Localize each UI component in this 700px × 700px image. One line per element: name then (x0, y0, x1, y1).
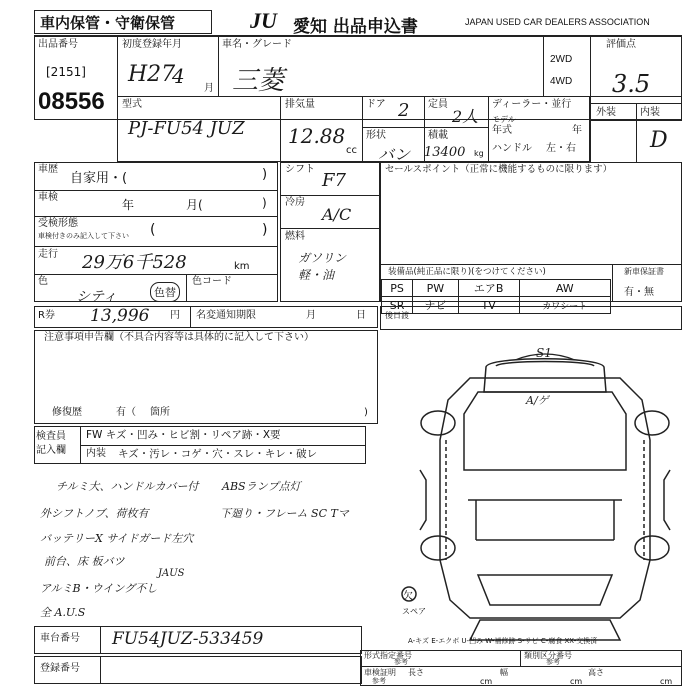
class-no-sub: 参考 (546, 658, 560, 666)
color-code-label: 色コード (192, 276, 232, 287)
sales-point-label: セールスポイント（正常に機能するものに限ります） (385, 164, 613, 175)
color-label: 色 (38, 276, 48, 287)
drive-4wd: 4WD (550, 76, 573, 87)
history-close: ) (262, 167, 268, 182)
first-reg-label: 初度登録年月 (122, 39, 182, 50)
note-line-5: バッテリーX サイドガード左穴 (40, 532, 194, 545)
shaken-label: 車検 (38, 192, 58, 203)
notes-label: 注意事項申告欄（不具合内容等は具体的に記入して下さい） (44, 332, 314, 343)
spare-mark: 欠 (403, 591, 413, 602)
first-reg-year: H27 (128, 62, 176, 87)
capacity-value: 2人 (452, 107, 479, 126)
ac-value: A/C (322, 205, 352, 224)
shape-value: バン (378, 145, 411, 164)
lot-small-number: [2151] (46, 65, 86, 79)
fuel-value: ガソリン 軽・油 (298, 251, 347, 282)
mileage-unit: km (234, 261, 250, 272)
note-line-8: JAUS (158, 568, 185, 579)
color-change: 色替 (150, 282, 180, 302)
damage-legend: A-キズ E-エクボ U-凹み W-補修跡 S-サビ C-腐食 XX-交換済 (408, 637, 598, 645)
note-line-3: 外シフトノブ、荷枚有 (40, 507, 149, 520)
score-label: 評価点 (606, 39, 636, 50)
model-value: PJ-FU54 JUZ (128, 118, 245, 139)
capacity-label: 定員 (428, 99, 448, 110)
car-name-label: 車名・グレード (222, 39, 292, 50)
note-line-9: 全 A.U.S (40, 606, 86, 619)
shaken-month: 月( (186, 198, 203, 212)
shift-label: シフト (285, 164, 315, 175)
note-line-6: 前台、床 板バツ (44, 555, 125, 568)
equip-ps: PS (382, 280, 413, 297)
association-name: JAPAN USED CAR DEALERS ASSOCIATION (465, 17, 650, 27)
model-label: 型式 (122, 99, 142, 110)
inspection-paren: ( (150, 222, 156, 238)
name-change-label: 名変通知期限 (196, 310, 256, 321)
load-unit: kg (474, 149, 484, 158)
equip-tv: TV (458, 297, 519, 314)
load-value: 13400 (424, 145, 466, 160)
diagram-s1-mark: S1 (536, 346, 552, 360)
equip-sr: SR (382, 297, 413, 314)
handle-label: ハンドル (492, 143, 532, 154)
note-line-4: 下廻り・フレーム SC Tマ (220, 507, 349, 520)
repair-close: ) (364, 407, 368, 418)
inspection-close: ) (262, 222, 268, 238)
interior-score: D (650, 128, 668, 153)
load-label: 積載 (428, 130, 448, 141)
r-ticket-label: R券 (38, 310, 55, 321)
inspector-fw-row: FW キズ・凹み・ヒビ割・リペア跡・X要 (86, 429, 281, 441)
mileage-value: 29万6千528 (82, 252, 187, 273)
inspector-entry-label: 記入欄 (36, 445, 66, 456)
lot-label: 出品番号 (38, 39, 78, 50)
warranty-options: 有・無 (624, 287, 654, 298)
inspector-label: 検査員 (36, 431, 66, 442)
lot-number: 08556 (38, 88, 105, 115)
first-reg-month: 4 (172, 64, 185, 88)
spare-label: スペア (402, 607, 426, 616)
shift-value: F7 (322, 170, 346, 191)
equip-aw: AW (519, 280, 610, 297)
brand-logo: JU (250, 8, 277, 33)
year-label: 年式 (492, 125, 512, 136)
note-line-2: ABSランプ点灯 (222, 480, 301, 493)
first-reg-month-unit: 月 (204, 83, 214, 94)
repair-value: 有（ (116, 407, 136, 418)
r-ticket-value: 13,996 (90, 306, 150, 326)
model-year-label: モデル (492, 115, 516, 124)
dim-length-label: 長さ (408, 668, 424, 677)
handle-options: 左・右 (546, 143, 576, 154)
door-label: ドア (366, 99, 386, 110)
form-title: 愛知 出品申込書 (293, 17, 418, 37)
inspection-note: 車検付きのみ記入して下さい (38, 232, 129, 240)
drive-2wd: 2WD (550, 54, 573, 65)
form-spec-sub: 参考 (394, 658, 408, 666)
form-spec-label: 形式指定番号 (364, 651, 412, 660)
equip-pw: PW (413, 280, 459, 297)
engine-unit: cc (346, 145, 357, 156)
mileage-label: 走行 (38, 249, 58, 260)
color-value: シティ (76, 289, 117, 305)
class-no-label: 類別区分番号 (524, 651, 572, 660)
warranty-label: 新車保証書 (624, 267, 664, 276)
shaken-close: ) (262, 196, 267, 210)
history-label: 車歴 (38, 164, 58, 175)
inspection-label: 受検形態 (38, 218, 78, 229)
equip-airbag: エアB (458, 280, 519, 297)
cert-sub: 参考 (372, 677, 386, 685)
inspector-int-row: キズ・汚レ・コゲ・穴・スレ・キレ・破レ (118, 448, 318, 460)
engine-label: 排気量 (285, 99, 315, 110)
repair-word: 箇所 (150, 407, 170, 418)
cert-label: 車検証明 (364, 668, 396, 677)
shape-label: 形状 (366, 130, 386, 141)
note-line-1: チルミ大、ハンドルカバー付 (56, 480, 199, 493)
year-unit: 年 (572, 125, 582, 136)
door-value: 2 (398, 100, 410, 121)
r-ticket-unit: 円 (170, 310, 180, 321)
name-change-month: 月 (306, 310, 316, 321)
shaken-year: 年 (122, 198, 135, 212)
history-value: 自家用・( (70, 171, 128, 186)
repair-label: 修復歴 (52, 407, 82, 418)
diagram-roof-note: A/ゲ (526, 394, 549, 407)
note-line-7: アルミB・ウイング不し (40, 582, 158, 595)
ac-label: 冷房 (285, 197, 305, 208)
dim-height-unit: cm (660, 677, 673, 686)
dim-height-label: 高さ (588, 668, 604, 677)
score-value: 3.5 (612, 70, 651, 98)
chassis-label: 車台番号 (40, 633, 80, 644)
registration-label: 登録番号 (40, 663, 80, 674)
chassis-value: FU54JUZ-533459 (112, 629, 264, 649)
storage-label: 車内保管・守衛保管 (40, 14, 176, 32)
dim-length-unit: cm (480, 677, 493, 686)
dim-width-unit: cm (570, 677, 583, 686)
inspector-int-label: 内装 (86, 448, 106, 459)
post-install-label: 後日渡 (385, 311, 409, 320)
equipment-label: 装備品(純正品に限り)(をつけてください) (388, 267, 546, 277)
interior-label: 内装 (640, 107, 660, 118)
exterior-label: 外装 (596, 107, 616, 118)
fuel-label: 燃料 (285, 231, 305, 242)
dim-width-label: 幅 (500, 668, 508, 677)
equip-leather: カワシート (519, 297, 610, 314)
dealer-label: ディーラー・並行 (492, 99, 572, 110)
car-name-value: 三菱 (232, 66, 285, 96)
engine-value: 12.88 (288, 124, 346, 148)
equip-navi: ナビ (413, 297, 459, 314)
name-change-day: 日 (356, 310, 366, 321)
